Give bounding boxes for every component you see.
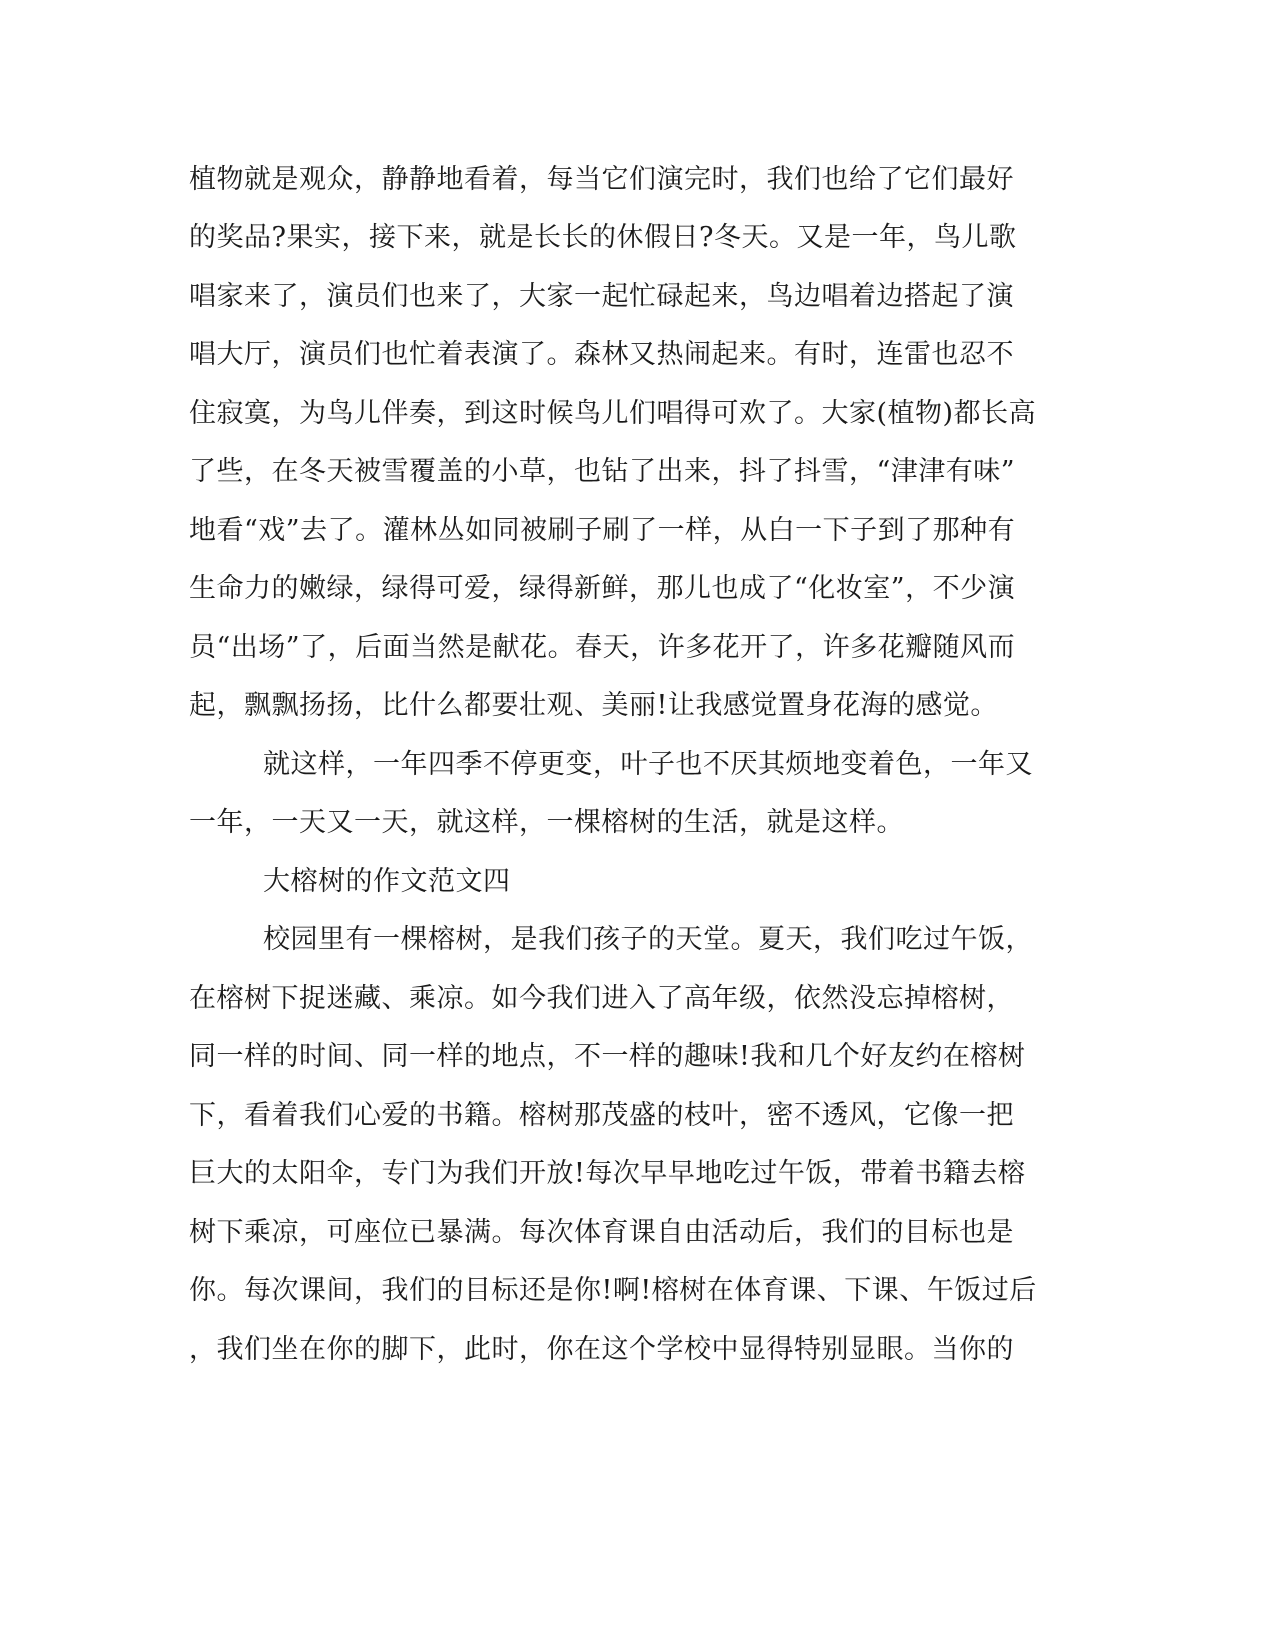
body-line-20: 你。每次课间，我们的目标还是你!啊!榕树在体育课、下课、午饭过后 bbox=[189, 1275, 1037, 1306]
body-line-17: 下，看着我们心爱的书籍。榕树那茂盛的枝叶，密不透风，它像一把 bbox=[189, 1100, 1014, 1131]
body-line-21: ，我们坐在你的脚下，此时，你在这个学校中显得特别显眼。当你的 bbox=[189, 1334, 1014, 1365]
body-line-16: 同一样的时间、同一样的地点，不一样的趣味!我和几个好友约在榕树 bbox=[189, 1041, 1026, 1072]
body-line-11: 就这样，一年四季不停更变，叶子也不厌其烦地变着色，一年又 bbox=[263, 749, 1033, 780]
body-line-1: 植物就是观众，静静地看着，每当它们演完时，我们也给了它们最好 bbox=[189, 164, 1014, 195]
body-line-2: 的奖品?果实，接下来，就是长长的休假日?冬天。又是一年，鸟儿歌 bbox=[189, 222, 1017, 253]
body-line-8: 生命力的嫩绿，绿得可爱，绿得新鲜，那儿也成了“化妆室”，不少演 bbox=[189, 573, 1016, 604]
body-line-9: 员“出场”了，后面当然是献花。春天，许多花开了，许多花瓣随风而 bbox=[189, 632, 1016, 663]
body-line-7: 地看“戏”去了。灌林丛如同被刷子刷了一样，从白一下子到了那种有 bbox=[189, 515, 1016, 546]
body-line-4: 唱大厅，演员们也忙着表演了。森林又热闹起来。有时，连雷也忍不 bbox=[189, 339, 1014, 370]
body-line-15: 在榕树下捉迷藏、乘凉。如今我们进入了高年级，依然没忘掉榕树， bbox=[189, 983, 1014, 1014]
body-line-10: 起，飘飘扬扬，比什么都要壮观、美丽!让我感觉置身花海的感觉。 bbox=[189, 690, 998, 721]
body-line-6: 了些，在冬天被雪覆盖的小草，也钻了出来，抖了抖雪，“津津有味” bbox=[189, 456, 1016, 487]
body-line-18: 巨大的太阳伞，专门为我们开放!每次早早地吃过午饭，带着书籍去榕 bbox=[189, 1158, 1026, 1189]
body-line-5: 住寂寞，为鸟儿伴奏，到这时候鸟儿们唱得可欢了。大家(植物)都长高 bbox=[189, 398, 1037, 429]
body-line-12: 一年，一天又一天，就这样，一棵榕树的生活，就是这样。 bbox=[189, 807, 904, 838]
body-line-14: 校园里有一棵榕树，是我们孩子的天堂。夏天，我们吃过午饭， bbox=[263, 924, 1033, 955]
body-line-3: 唱家来了，演员们也来了，大家一起忙碌起来，鸟边唱着边搭起了演 bbox=[189, 281, 1014, 312]
section-heading: 大榕树的作文范文四 bbox=[263, 866, 511, 897]
body-line-19: 树下乘凉，可座位已暴满。每次体育课自由活动后，我们的目标也是 bbox=[189, 1217, 1014, 1248]
